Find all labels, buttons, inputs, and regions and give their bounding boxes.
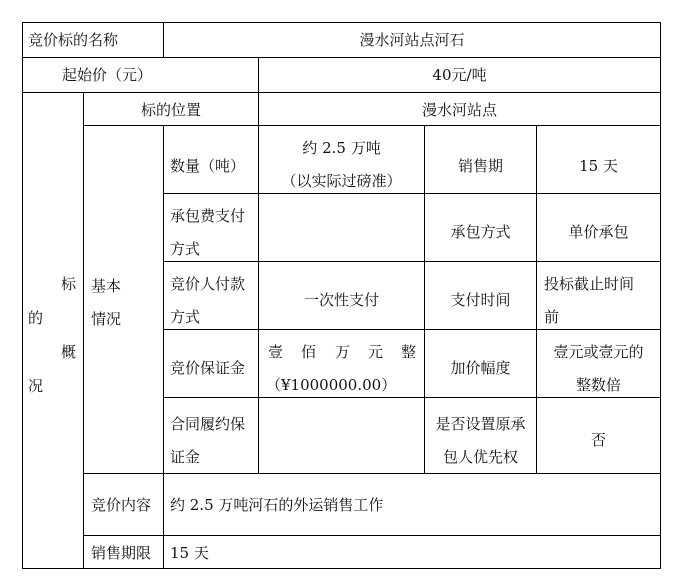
basic-info-label: 基本: [91, 277, 122, 295]
grid-line: [22, 568, 661, 569]
target-name-value: 漫水河站点河石: [359, 31, 465, 49]
contract-mode-label: 承包方式: [450, 223, 511, 241]
deposit-word: 整: [401, 343, 417, 361]
quantity-value: 约 2.5 万吨: [302, 139, 381, 157]
sales-period-label: 销售期: [457, 157, 503, 175]
grid-line: [536, 125, 537, 474]
sales-period-value: 15 天: [579, 157, 618, 175]
payment-time-value: 前: [544, 308, 560, 326]
grid-line: [163, 397, 661, 398]
grid-line: [660, 22, 661, 569]
overview-title-char: 况: [28, 377, 44, 395]
contract-mode-value: 单价承包: [568, 223, 629, 241]
content-label: 竞价内容: [91, 496, 152, 514]
grid-line: [22, 22, 23, 569]
fee-payment-label: 方式: [170, 240, 201, 258]
grid-line: [163, 329, 661, 330]
grid-line: [22, 92, 661, 93]
location-value: 漫水河站点: [421, 101, 497, 119]
priority-label: 包人优先权: [442, 448, 518, 466]
grid-line: [163, 193, 661, 194]
priority-value: 否: [590, 431, 606, 449]
bidder-payment-value: 一次性支付: [303, 291, 379, 309]
quantity-note: （以实际过磅准）: [281, 172, 402, 190]
bidder-payment-label: 竞价人付款: [170, 275, 246, 293]
grid-line: [163, 125, 164, 569]
start-price-label: 起始价（元）: [62, 66, 153, 84]
target-name-label: 竞价标的名称: [28, 31, 119, 49]
perf-deposit-label: 证金: [170, 448, 201, 466]
grid-line: [163, 261, 661, 262]
increment-value: 整数倍: [575, 376, 621, 394]
start-price-value: 40元/吨: [432, 66, 487, 84]
deposit-amount: （¥1000000.00）: [266, 376, 397, 394]
priority-label: 是否设置原承: [435, 415, 526, 433]
basic-info-label: 情况: [91, 310, 122, 328]
grid-line: [22, 57, 661, 58]
overview-title-char: 的: [28, 309, 44, 327]
payment-time-label: 支付时间: [450, 291, 511, 309]
perf-deposit-label: 合同履约保: [170, 415, 246, 433]
increment-label: 加价幅度: [450, 359, 511, 377]
location-label: 标的位置: [140, 101, 201, 119]
grid-line: [83, 92, 84, 569]
deposit-word: 万: [335, 343, 351, 361]
quantity-label: 数量（吨）: [170, 157, 246, 175]
overview-title-char: 标: [61, 275, 77, 293]
content-value: 约 2.5 万吨河石的外运销售工作: [170, 496, 384, 514]
increment-value: 壹元或壹元的: [553, 343, 644, 361]
deposit-word: 佰: [301, 343, 317, 361]
sales-limit-value: 15 天: [170, 544, 209, 562]
grid-line: [83, 535, 661, 536]
grid-line: [22, 22, 661, 23]
deposit-label: 竞价保证金: [170, 359, 246, 377]
payment-time-value: 投标截止时间: [544, 275, 635, 293]
deposit-word: 元: [368, 343, 384, 361]
grid-line: [83, 125, 661, 126]
sales-limit-label: 销售期限: [91, 544, 152, 562]
deposit-word: 壹: [268, 343, 284, 361]
fee-payment-label: 承包费支付: [170, 207, 246, 225]
bidder-payment-label: 方式: [170, 308, 201, 326]
grid-line: [83, 473, 661, 474]
overview-title-char: 概: [61, 343, 77, 361]
